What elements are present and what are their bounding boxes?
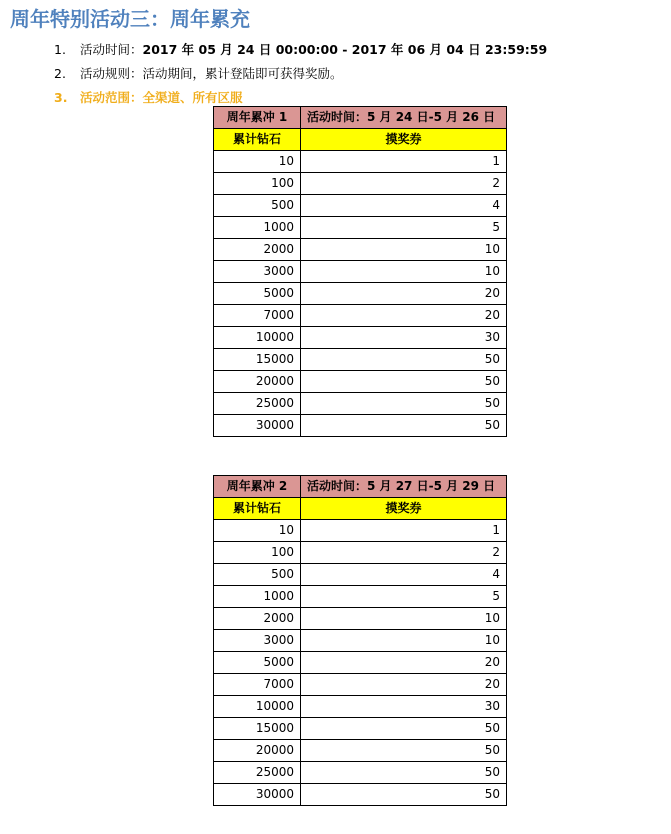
table-name-cell: 周年累冲 1 xyxy=(214,107,301,129)
diamonds-cell: 7000 xyxy=(214,305,301,327)
diamonds-cell: 5000 xyxy=(214,652,301,674)
tickets-cell: 4 xyxy=(301,195,507,217)
tickets-cell: 10 xyxy=(301,239,507,261)
tickets-cell: 4 xyxy=(301,564,507,586)
table-row xyxy=(214,195,507,217)
table-row xyxy=(214,415,507,437)
table-row xyxy=(214,173,507,195)
tickets-cell: 5 xyxy=(301,586,507,608)
column-header-tickets: 摸奖券 xyxy=(301,129,507,151)
column-header-diamonds: 累计钻石 xyxy=(214,129,301,151)
table-row xyxy=(214,674,507,696)
table-row xyxy=(214,349,507,371)
table-row xyxy=(214,608,507,630)
tickets-cell: 50 xyxy=(301,762,507,784)
table-title-row xyxy=(214,107,507,129)
diamonds-cell: 30000 xyxy=(214,784,301,806)
activity-time-text xyxy=(80,38,547,62)
table-row xyxy=(214,520,507,542)
tickets-cell: 2 xyxy=(301,173,507,195)
list-number: 1. xyxy=(54,42,66,57)
reward-table-1 xyxy=(213,106,507,437)
table-row xyxy=(214,696,507,718)
diamonds-cell: 10 xyxy=(214,151,301,173)
tickets-cell: 10 xyxy=(301,608,507,630)
diamonds-cell: 2000 xyxy=(214,608,301,630)
tickets-cell: 1 xyxy=(301,520,507,542)
table-row xyxy=(214,652,507,674)
diamonds-cell: 25000 xyxy=(214,393,301,415)
table-row xyxy=(214,542,507,564)
diamonds-cell: 30000 xyxy=(214,415,301,437)
activity-scope-text: 活动范围：全渠道、所有区服 xyxy=(80,90,243,105)
diamonds-cell: 100 xyxy=(214,542,301,564)
table-name-cell: 周年累冲 2 xyxy=(214,476,301,498)
table-header-row xyxy=(214,129,507,151)
table-title-row xyxy=(214,476,507,498)
tickets-cell: 20 xyxy=(301,652,507,674)
page-title: 周年特别活动三：周年累充 xyxy=(10,7,250,31)
tickets-cell: 20 xyxy=(301,283,507,305)
tickets-cell: 50 xyxy=(301,784,507,806)
activity-rule-item xyxy=(0,62,671,86)
diamonds-cell: 25000 xyxy=(214,762,301,784)
diamonds-cell: 7000 xyxy=(214,674,301,696)
table-row xyxy=(214,261,507,283)
table-row xyxy=(214,762,507,784)
diamonds-cell: 100 xyxy=(214,173,301,195)
table-row xyxy=(214,393,507,415)
table-row xyxy=(214,586,507,608)
table-row xyxy=(214,239,507,261)
diamonds-cell: 3000 xyxy=(214,630,301,652)
diamonds-cell: 2000 xyxy=(214,239,301,261)
tickets-cell: 30 xyxy=(301,327,507,349)
table-period-cell: 活动时间：5 月 24 日-5 月 26 日 xyxy=(301,107,507,129)
activity-time-label: 活动时间： xyxy=(80,42,143,57)
table-header-row xyxy=(214,498,507,520)
diamonds-cell: 10000 xyxy=(214,696,301,718)
tickets-cell: 10 xyxy=(301,630,507,652)
activity-time-item xyxy=(0,38,671,62)
table-row xyxy=(214,217,507,239)
tickets-cell: 50 xyxy=(301,718,507,740)
list-number: 2. xyxy=(54,66,66,81)
diamonds-cell: 20000 xyxy=(214,740,301,762)
table-row xyxy=(214,305,507,327)
tickets-cell: 50 xyxy=(301,393,507,415)
tickets-cell: 30 xyxy=(301,696,507,718)
tickets-cell: 50 xyxy=(301,371,507,393)
table-row xyxy=(214,283,507,305)
activity-rule-text: 活动规则：活动期间，累计登陆即可获得奖励。 xyxy=(80,66,343,81)
activity-time-value: 2017 年 05 月 24 日 00:00:00 - 2017 年 06 月 04 日 23:59:59 xyxy=(142,42,548,57)
table-row xyxy=(214,564,507,586)
list-number: 3. xyxy=(54,90,68,105)
diamonds-cell: 1000 xyxy=(214,217,301,239)
table-row xyxy=(214,151,507,173)
table-row xyxy=(214,630,507,652)
diamonds-cell: 5000 xyxy=(214,283,301,305)
table-row xyxy=(214,718,507,740)
tickets-cell: 20 xyxy=(301,674,507,696)
diamonds-cell: 15000 xyxy=(214,718,301,740)
diamonds-cell: 15000 xyxy=(214,349,301,371)
diamonds-cell: 20000 xyxy=(214,371,301,393)
tickets-cell: 1 xyxy=(301,151,507,173)
table-row xyxy=(214,784,507,806)
tickets-cell: 50 xyxy=(301,415,507,437)
table-row xyxy=(214,371,507,393)
tickets-cell: 50 xyxy=(301,740,507,762)
diamonds-cell: 500 xyxy=(214,564,301,586)
table-period-cell: 活动时间：5 月 27 日-5 月 29 日 xyxy=(301,476,507,498)
reward-table-2 xyxy=(213,475,507,806)
table-row xyxy=(214,740,507,762)
diamonds-cell: 10 xyxy=(214,520,301,542)
diamonds-cell: 1000 xyxy=(214,586,301,608)
column-header-diamonds: 累计钻石 xyxy=(214,498,301,520)
tickets-cell: 5 xyxy=(301,217,507,239)
diamonds-cell: 10000 xyxy=(214,327,301,349)
diamonds-cell: 3000 xyxy=(214,261,301,283)
table-row xyxy=(214,327,507,349)
tickets-cell: 2 xyxy=(301,542,507,564)
tickets-cell: 20 xyxy=(301,305,507,327)
column-header-tickets: 摸奖券 xyxy=(301,498,507,520)
activity-info-list xyxy=(0,38,671,110)
tickets-cell: 50 xyxy=(301,349,507,371)
tickets-cell: 10 xyxy=(301,261,507,283)
diamonds-cell: 500 xyxy=(214,195,301,217)
